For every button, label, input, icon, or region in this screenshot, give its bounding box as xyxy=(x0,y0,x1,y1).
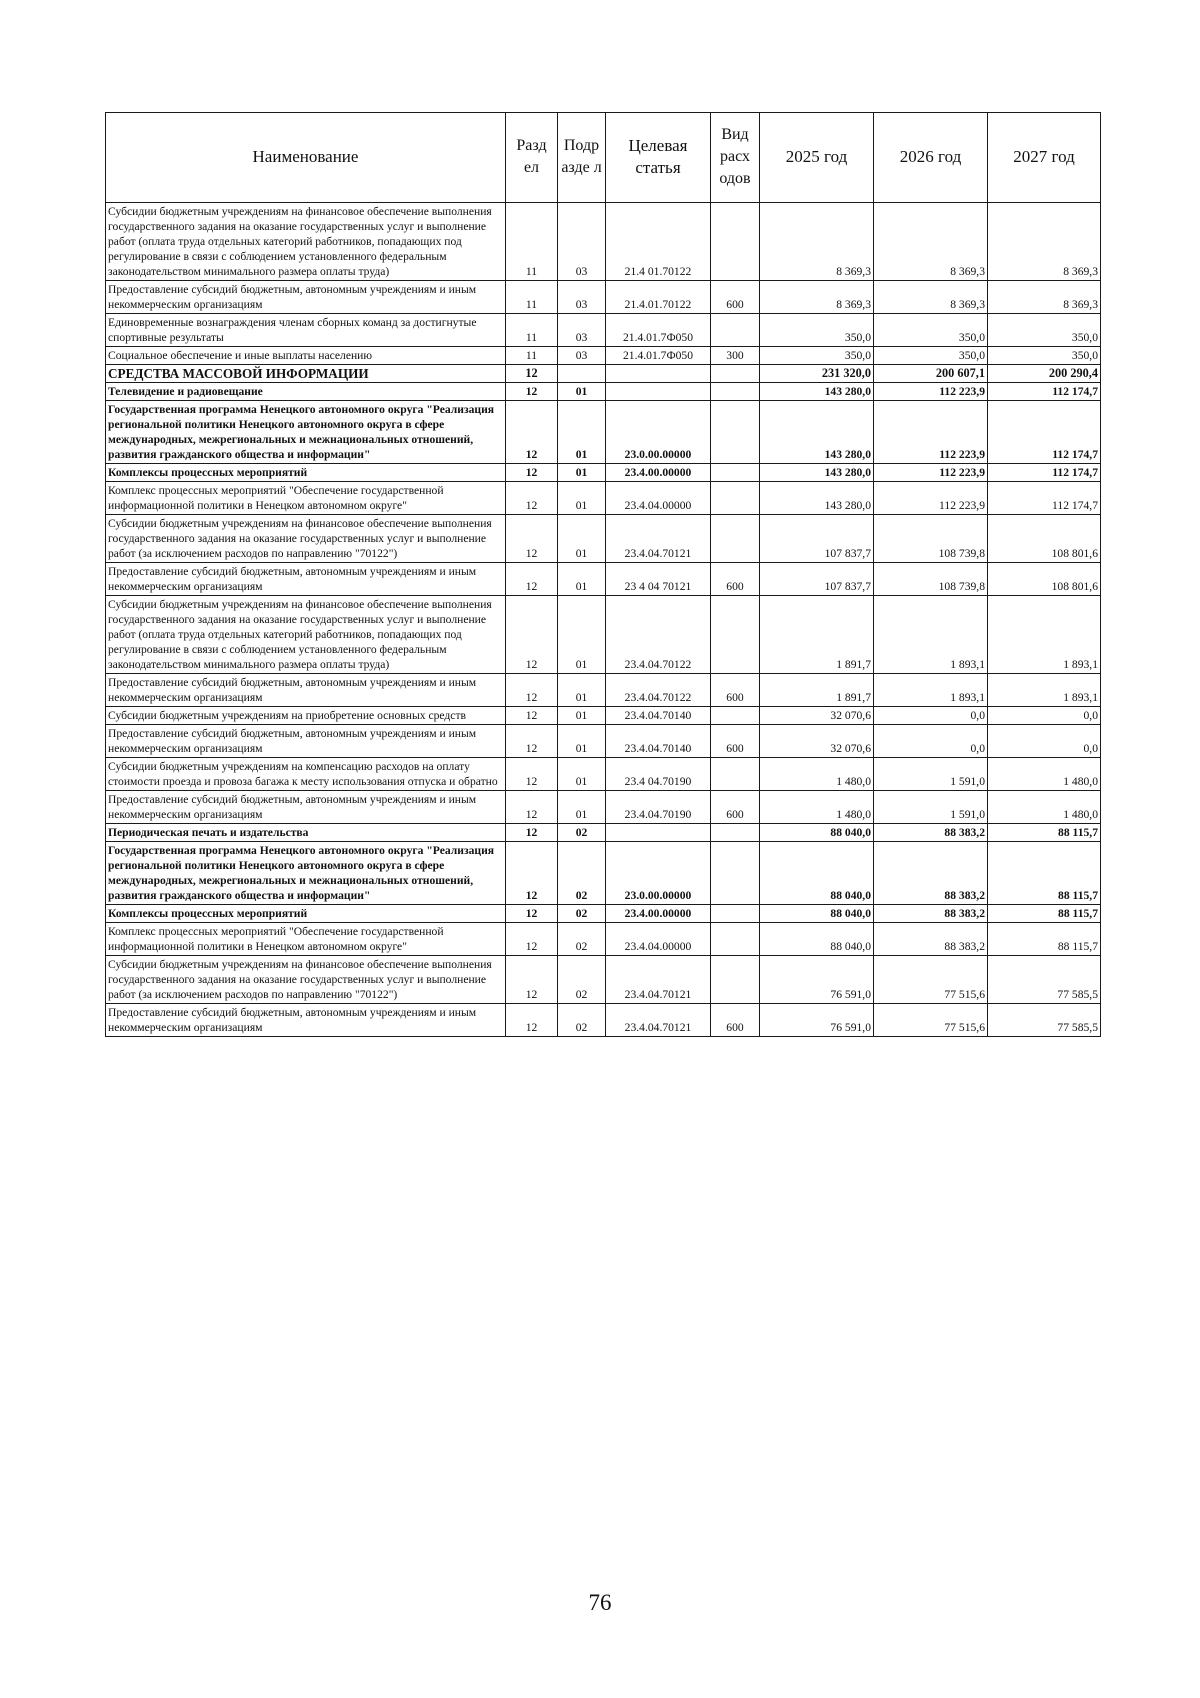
row-razdel: 12 xyxy=(506,956,558,1004)
row-expense-type: 600 xyxy=(711,281,760,314)
row-value-2027: 350,0 xyxy=(988,314,1101,347)
row-value-2025: 1 480,0 xyxy=(760,758,874,791)
row-razdel: 12 xyxy=(506,563,558,596)
row-value-2026: 77 515,6 xyxy=(874,1004,988,1037)
row-target-article: 23.4.04.70122 xyxy=(606,674,711,707)
row-target-article: 23.4.04.70190 xyxy=(606,791,711,824)
row-value-2025: 350,0 xyxy=(760,314,874,347)
row-razdel: 12 xyxy=(506,365,558,383)
row-razdel: 11 xyxy=(506,314,558,347)
row-target-article xyxy=(606,383,711,401)
row-value-2025: 32 070,6 xyxy=(760,707,874,725)
row-razdel: 12 xyxy=(506,824,558,842)
row-value-2026: 77 515,6 xyxy=(874,956,988,1004)
row-value-2026: 1 893,1 xyxy=(874,674,988,707)
table-row xyxy=(106,515,1101,563)
row-expense-type: 600 xyxy=(711,1004,760,1037)
row-target-article: 23.4.00.00000 xyxy=(606,905,711,923)
row-value-2025: 143 280,0 xyxy=(760,383,874,401)
table-row xyxy=(106,674,1101,707)
row-name: Субсидии бюджетным учреждениям на финансовое обеспечение выполнения государственного задания на оказание государственных услуг и выполнение работ (оплата труда отдельных категорий работников, попадающих под регулирование в связи с соблюдением установленного федеральным законодательством минимального размера оплаты труда) xyxy=(106,596,506,674)
row-podrazdel: 01 xyxy=(558,707,606,725)
row-razdel: 11 xyxy=(506,347,558,365)
row-expense-type xyxy=(711,365,760,383)
table-row xyxy=(106,401,1101,464)
row-expense-type xyxy=(711,482,760,515)
table-row xyxy=(106,383,1101,401)
row-name: Предоставление субсидий бюджетным, автономным учреждениям и иным некоммерческим организациям xyxy=(106,725,506,758)
row-value-2027: 350,0 xyxy=(988,347,1101,365)
row-target-article: 23.0.00.00000 xyxy=(606,401,711,464)
row-podrazdel xyxy=(558,365,606,383)
row-razdel: 12 xyxy=(506,707,558,725)
row-podrazdel: 01 xyxy=(558,563,606,596)
row-target-article: 21.4.01.7Ф050 xyxy=(606,314,711,347)
row-value-2027: 112 174,7 xyxy=(988,464,1101,482)
row-name: Государственная программа Ненецкого автономного округа "Реализация региональной политики Ненецкого автономного округа в сфере международных, межрегиональных и межнациональных отношений, развития гражданского общества и информации" xyxy=(106,401,506,464)
row-razdel: 12 xyxy=(506,515,558,563)
row-podrazdel: 02 xyxy=(558,905,606,923)
row-name: Государственная программа Ненецкого автономного округа "Реализация региональной политики Ненецкого автономного округа в сфере международных, межрегиональных и межнациональных отношений, развития гражданского общества и информации" xyxy=(106,842,506,905)
row-value-2026: 88 383,2 xyxy=(874,842,988,905)
table-row xyxy=(106,203,1101,281)
header-target-article: Целевая статья xyxy=(606,113,711,203)
row-razdel: 12 xyxy=(506,758,558,791)
row-name: Субсидии бюджетным учреждениям на финансовое обеспечение выполнения государственного задания на оказание государственных услуг и выполнение работ (за исключением расходов по направлению "70122") xyxy=(106,515,506,563)
row-razdel: 11 xyxy=(506,281,558,314)
row-podrazdel: 01 xyxy=(558,383,606,401)
row-podrazdel: 01 xyxy=(558,725,606,758)
row-target-article: 21.4 01.70122 xyxy=(606,203,711,281)
row-value-2026: 350,0 xyxy=(874,347,988,365)
row-value-2025: 1 891,7 xyxy=(760,596,874,674)
row-podrazdel: 01 xyxy=(558,791,606,824)
row-target-article: 21.4.01.70122 xyxy=(606,281,711,314)
row-razdel: 12 xyxy=(506,401,558,464)
row-value-2027: 1 893,1 xyxy=(988,674,1101,707)
row-value-2027: 112 174,7 xyxy=(988,401,1101,464)
row-value-2025: 143 280,0 xyxy=(760,482,874,515)
row-target-article: 23.4.04.70140 xyxy=(606,707,711,725)
row-value-2027: 1 480,0 xyxy=(988,791,1101,824)
header-name: Наименование xyxy=(106,113,506,203)
row-expense-type xyxy=(711,758,760,791)
row-podrazdel: 02 xyxy=(558,1004,606,1037)
row-value-2027: 108 801,6 xyxy=(988,515,1101,563)
row-value-2027: 112 174,7 xyxy=(988,482,1101,515)
row-value-2025: 76 591,0 xyxy=(760,956,874,1004)
row-expense-type xyxy=(711,464,760,482)
table-row xyxy=(106,842,1101,905)
row-value-2025: 76 591,0 xyxy=(760,1004,874,1037)
row-name: Субсидии бюджетным учреждениям на финансовое обеспечение выполнения государственного задания на оказание государственных услуг и выполнение работ (оплата труда отдельных категорий работников, попадающих под регулирование в связи с соблюдением установленного федеральным законодательством минимального размера оплаты труда) xyxy=(106,203,506,281)
row-target-article: 23.4.04.70122 xyxy=(606,596,711,674)
row-target-article: 23.0.00.00000 xyxy=(606,842,711,905)
row-podrazdel: 01 xyxy=(558,515,606,563)
row-target-article: 23.4.04.70121 xyxy=(606,1004,711,1037)
row-value-2025: 8 369,3 xyxy=(760,281,874,314)
table-row xyxy=(106,314,1101,347)
row-value-2025: 143 280,0 xyxy=(760,464,874,482)
row-podrazdel: 01 xyxy=(558,482,606,515)
row-value-2025: 1 891,7 xyxy=(760,674,874,707)
row-value-2027: 1 480,0 xyxy=(988,758,1101,791)
row-value-2027: 112 174,7 xyxy=(988,383,1101,401)
header-2025: 2025 год xyxy=(760,113,874,203)
row-target-article: 23.4.04.70121 xyxy=(606,515,711,563)
row-name: СРЕДСТВА МАССОВОЙ ИНФОРМАЦИИ xyxy=(106,365,506,383)
table-row xyxy=(106,563,1101,596)
row-target-article: 23.4.04.70121 xyxy=(606,956,711,1004)
row-value-2025: 107 837,7 xyxy=(760,515,874,563)
row-value-2026: 8 369,3 xyxy=(874,281,988,314)
row-razdel: 12 xyxy=(506,596,558,674)
budget-table xyxy=(105,112,1101,1037)
row-expense-type xyxy=(711,314,760,347)
row-value-2027: 88 115,7 xyxy=(988,824,1101,842)
header-expense-type: Вид расх одов xyxy=(711,113,760,203)
row-value-2025: 88 040,0 xyxy=(760,905,874,923)
row-podrazdel: 01 xyxy=(558,674,606,707)
row-value-2026: 112 223,9 xyxy=(874,482,988,515)
row-name: Предоставление субсидий бюджетным, автономным учреждениям и иным некоммерческим организациям xyxy=(106,791,506,824)
row-value-2027: 1 893,1 xyxy=(988,596,1101,674)
row-expense-type xyxy=(711,824,760,842)
row-target-article: 23.4.00.00000 xyxy=(606,464,711,482)
row-name: Предоставление субсидий бюджетным, автономным учреждениям и иным некоммерческим организациям xyxy=(106,281,506,314)
row-value-2027: 0,0 xyxy=(988,707,1101,725)
row-target-article: 23.4.04.00000 xyxy=(606,923,711,956)
row-value-2027: 77 585,5 xyxy=(988,1004,1101,1037)
table-row xyxy=(106,365,1101,383)
row-razdel: 12 xyxy=(506,842,558,905)
row-value-2025: 350,0 xyxy=(760,347,874,365)
table-row xyxy=(106,905,1101,923)
row-value-2027: 8 369,3 xyxy=(988,203,1101,281)
row-podrazdel: 03 xyxy=(558,314,606,347)
row-name: Субсидии бюджетным учреждениям на компенсацию расходов на оплату стоимости проезда и провоза багажа к месту использования отпуска и обратно xyxy=(106,758,506,791)
row-podrazdel: 03 xyxy=(558,203,606,281)
table-row xyxy=(106,824,1101,842)
row-expense-type xyxy=(711,905,760,923)
page-number: 76 xyxy=(588,1590,612,1615)
row-value-2026: 1 591,0 xyxy=(874,758,988,791)
row-value-2027: 77 585,5 xyxy=(988,956,1101,1004)
row-name: Комплекс процессных мероприятий "Обеспечение государственной информационной политики в Ненецком автономном округе" xyxy=(106,482,506,515)
row-target-article: 21.4.01.7Ф050 xyxy=(606,347,711,365)
row-value-2026: 112 223,9 xyxy=(874,401,988,464)
row-value-2025: 143 280,0 xyxy=(760,401,874,464)
row-value-2027: 200 290,4 xyxy=(988,365,1101,383)
row-value-2025: 88 040,0 xyxy=(760,824,874,842)
row-name: Периодическая печать и издательства xyxy=(106,824,506,842)
row-value-2027: 0,0 xyxy=(988,725,1101,758)
row-razdel: 12 xyxy=(506,464,558,482)
row-expense-type xyxy=(711,956,760,1004)
header-2026: 2026 год xyxy=(874,113,988,203)
row-name: Единовременные вознаграждения членам сборных команд за достигнутые спортивные результаты xyxy=(106,314,506,347)
row-target-article xyxy=(606,824,711,842)
row-value-2026: 200 607,1 xyxy=(874,365,988,383)
table-row xyxy=(106,791,1101,824)
table-header-row xyxy=(106,113,1101,203)
row-name: Предоставление субсидий бюджетным, автономным учреждениям и иным некоммерческим организациям xyxy=(106,1004,506,1037)
row-name: Социальное обеспечение и иные выплаты населению xyxy=(106,347,506,365)
row-name: Комплексы процессных мероприятий xyxy=(106,905,506,923)
row-value-2025: 8 369,3 xyxy=(760,203,874,281)
row-name: Комплексы процессных мероприятий xyxy=(106,464,506,482)
row-value-2026: 1 893,1 xyxy=(874,596,988,674)
header-razdel: Разд ел xyxy=(506,113,558,203)
row-value-2025: 32 070,6 xyxy=(760,725,874,758)
row-value-2026: 88 383,2 xyxy=(874,905,988,923)
row-target-article: 23.4.04.00000 xyxy=(606,482,711,515)
row-razdel: 12 xyxy=(506,923,558,956)
row-value-2026: 88 383,2 xyxy=(874,923,988,956)
row-target-article: 23 4 04 70121 xyxy=(606,563,711,596)
row-razdel: 12 xyxy=(506,1004,558,1037)
row-target-article: 23.4 04.70190 xyxy=(606,758,711,791)
table-row xyxy=(106,923,1101,956)
table-row xyxy=(106,482,1101,515)
row-razdel: 12 xyxy=(506,791,558,824)
row-value-2027: 88 115,7 xyxy=(988,842,1101,905)
row-value-2026: 88 383,2 xyxy=(874,824,988,842)
row-expense-type: 300 xyxy=(711,347,760,365)
table-row xyxy=(106,464,1101,482)
row-name: Телевидение и радиовещание xyxy=(106,383,506,401)
row-podrazdel: 02 xyxy=(558,956,606,1004)
row-expense-type: 600 xyxy=(711,563,760,596)
table-row xyxy=(106,758,1101,791)
header-2027: 2027 год xyxy=(988,113,1101,203)
row-expense-type xyxy=(711,707,760,725)
table-row xyxy=(106,281,1101,314)
row-name: Предоставление субсидий бюджетным, автономным учреждениям и иным некоммерческим организациям xyxy=(106,674,506,707)
row-razdel: 12 xyxy=(506,383,558,401)
table-row xyxy=(106,1004,1101,1037)
row-razdel: 11 xyxy=(506,203,558,281)
row-value-2025: 107 837,7 xyxy=(760,563,874,596)
table-row xyxy=(106,347,1101,365)
row-razdel: 12 xyxy=(506,905,558,923)
row-value-2025: 88 040,0 xyxy=(760,923,874,956)
row-expense-type xyxy=(711,203,760,281)
row-razdel: 12 xyxy=(506,482,558,515)
row-expense-type xyxy=(711,923,760,956)
row-value-2026: 108 739,8 xyxy=(874,563,988,596)
row-expense-type xyxy=(711,383,760,401)
row-value-2027: 88 115,7 xyxy=(988,923,1101,956)
row-value-2026: 0,0 xyxy=(874,707,988,725)
table-row xyxy=(106,707,1101,725)
row-podrazdel: 01 xyxy=(558,464,606,482)
row-value-2026: 108 739,8 xyxy=(874,515,988,563)
row-name: Предоставление субсидий бюджетным, автономным учреждениям и иным некоммерческим организациям xyxy=(106,563,506,596)
row-value-2026: 1 591,0 xyxy=(874,791,988,824)
row-podrazdel: 03 xyxy=(558,347,606,365)
row-name: Субсидии бюджетным учреждениям на приобретение основных средств xyxy=(106,707,506,725)
row-podrazdel: 02 xyxy=(558,842,606,905)
row-expense-type xyxy=(711,401,760,464)
row-value-2027: 108 801,6 xyxy=(988,563,1101,596)
row-podrazdel: 01 xyxy=(558,758,606,791)
row-expense-type xyxy=(711,596,760,674)
row-razdel: 12 xyxy=(506,674,558,707)
row-value-2026: 0,0 xyxy=(874,725,988,758)
row-expense-type: 600 xyxy=(711,791,760,824)
table-row xyxy=(106,956,1101,1004)
table-row xyxy=(106,596,1101,674)
row-value-2025: 1 480,0 xyxy=(760,791,874,824)
row-expense-type: 600 xyxy=(711,725,760,758)
row-podrazdel: 01 xyxy=(558,596,606,674)
row-podrazdel: 03 xyxy=(558,281,606,314)
row-value-2026: 8 369,3 xyxy=(874,203,988,281)
row-value-2026: 112 223,9 xyxy=(874,464,988,482)
table-row xyxy=(106,725,1101,758)
row-value-2025: 88 040,0 xyxy=(760,842,874,905)
header-podrazdel: Подр азде л xyxy=(558,113,606,203)
row-podrazdel: 02 xyxy=(558,923,606,956)
row-target-article xyxy=(606,365,711,383)
row-name: Комплекс процессных мероприятий "Обеспечение государственной информационной политики в Ненецком автономном округе" xyxy=(106,923,506,956)
row-value-2026: 112 223,9 xyxy=(874,383,988,401)
row-value-2027: 8 369,3 xyxy=(988,281,1101,314)
row-podrazdel: 01 xyxy=(558,401,606,464)
row-expense-type xyxy=(711,842,760,905)
row-expense-type xyxy=(711,515,760,563)
row-razdel: 12 xyxy=(506,725,558,758)
row-value-2027: 88 115,7 xyxy=(988,905,1101,923)
row-value-2025: 231 320,0 xyxy=(760,365,874,383)
row-target-article: 23.4.04.70140 xyxy=(606,725,711,758)
row-expense-type: 600 xyxy=(711,674,760,707)
row-value-2026: 350,0 xyxy=(874,314,988,347)
row-podrazdel: 02 xyxy=(558,824,606,842)
row-name: Субсидии бюджетным учреждениям на финансовое обеспечение выполнения государственного задания на оказание государственных услуг и выполнение работ (за исключением расходов по направлению "70122") xyxy=(106,956,506,1004)
